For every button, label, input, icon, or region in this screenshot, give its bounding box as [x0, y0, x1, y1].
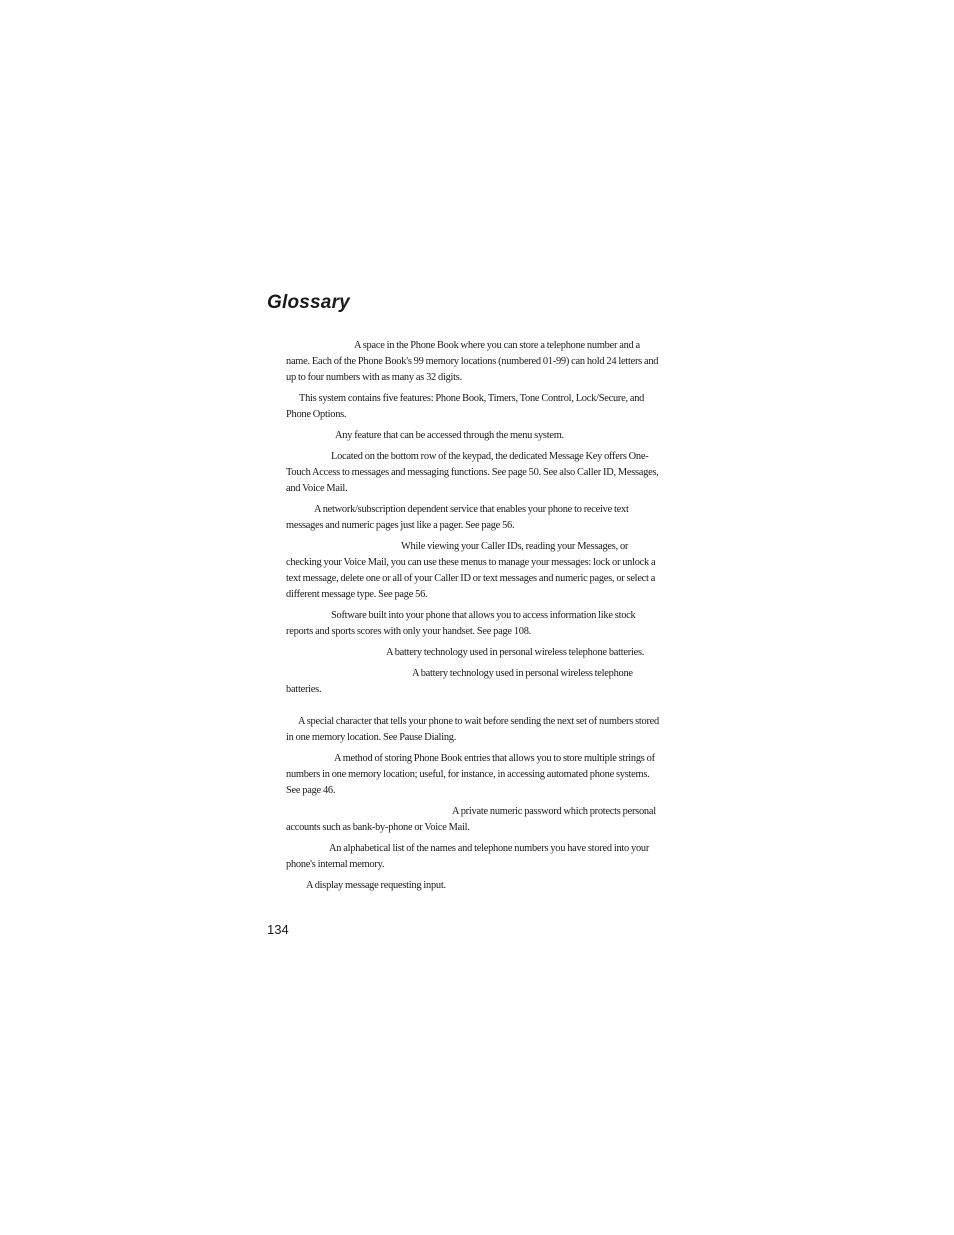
page-number: 134 [267, 922, 289, 937]
glossary-entry: A network/subscription dependent service that enables your phone to receive text messages and numeric pages just like a pager. See page 56. [286, 504, 629, 531]
glossary-entry: A space in the Phone Book where you can store a telephone number and a name. Each of the Phone Book's 99 memory locations (numbered 01-99) can hold 24 letters and up to four numbers with as many as 32 digits. [286, 340, 659, 383]
glossary-entry: While viewing your Caller IDs, reading your Messages, or checking your Voice Mail, you can use these menus to manage your messages: lock or unlock a text message, delete one or all of your Caller ID or text messages and numeric pages, or select a different message type. See page 56. [286, 541, 656, 600]
glossary-entry: Software built into your phone that allows you to access information like stock reports and sports scores with only your handset. See page 108. [286, 610, 636, 637]
glossary-entry: A special character that tells your phone to wait before sending the next set of numbers stored in one memory location. See Pause Dialing. [286, 716, 659, 743]
glossary-entry: Located on the bottom row of the keypad, the dedicated Message Key offers One-Touch Access to messages and messaging functions. See page 50. See also Caller ID, Messages, and Voice Mail. [286, 451, 659, 494]
glossary-entry: A display message requesting input. [306, 880, 446, 891]
glossary-entry: A battery technology used in personal wireless telephone batteries. [386, 647, 645, 658]
glossary-entry: A method of storing Phone Book entries that allows you to store multiple strings of numbers in one memory location; useful, for instance, in accessing automated phone systems. See page 46. [286, 753, 655, 796]
page-title: Glossary [267, 292, 350, 313]
glossary-entry: Any feature that can be accessed through the menu system. [335, 430, 564, 441]
glossary-entries [286, 338, 660, 899]
glossary-entry: This system contains five features: Phone Book, Timers, Tone Control, Lock/Secure, and Phone Options. [286, 393, 645, 420]
glossary-entry: A private numeric password which protects personal accounts such as bank-by-phone or Voice Mail. [286, 806, 656, 833]
glossary-entry: An alphabetical list of the names and telephone numbers you have stored into your phone's internal memory. [286, 843, 650, 870]
glossary-entry: A battery technology used in personal wireless telephone batteries. [286, 668, 633, 695]
